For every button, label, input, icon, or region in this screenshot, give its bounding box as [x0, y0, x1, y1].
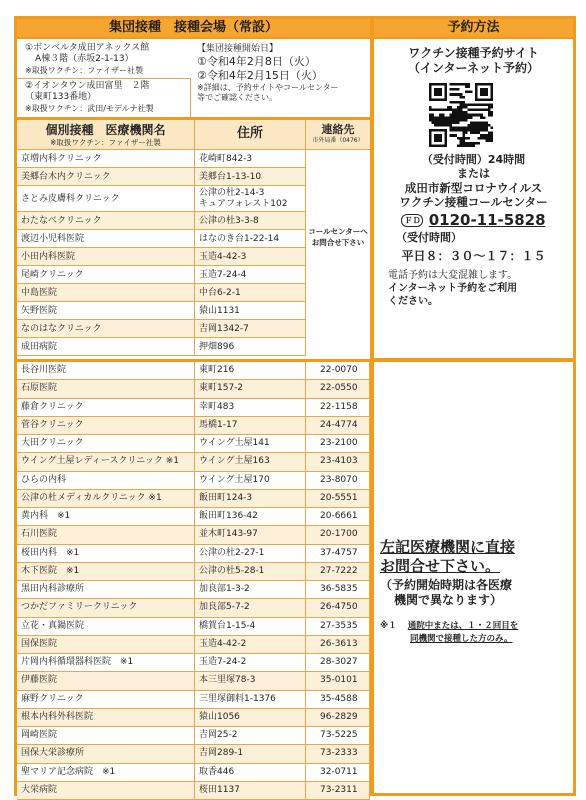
clinic-name: さとみ皮膚科クリニック [17, 186, 195, 212]
clinic-name: 中島医院 [17, 284, 195, 302]
clinic-name: 長谷川医院 [17, 362, 195, 380]
clinic-address: ウイング土屋141 [195, 435, 306, 453]
direct-contact-panel [380, 538, 572, 646]
clinic-phone: 73-2311 [306, 782, 370, 800]
clinic-address-line: 吉岡1342-7 [199, 323, 249, 334]
clinic-name: 大栄病院 [17, 782, 195, 800]
clinic-address: 馬橋1-17 [195, 417, 306, 435]
clinic-address [195, 212, 306, 230]
venue-1-address: A棟３階（赤坂2-1-13） [35, 54, 134, 64]
clinic-name: ウイング土屋レディースクリニック ※1 [17, 453, 195, 471]
clinic-phone: 73-2333 [306, 745, 370, 763]
clinic-address-line: 玉造4-42-3 [199, 251, 247, 262]
direct-line-4: 機関で異なります） [394, 593, 503, 607]
clinic-address: 玉造4-42-2 [195, 636, 306, 654]
clinic-name: なのはなクリニック [17, 320, 195, 338]
callcenter-title-2: ワクチン接種コールセンター [399, 195, 548, 209]
freedial-number[interactable] [374, 211, 573, 230]
qr-code-icon[interactable] [429, 83, 493, 147]
clinic-name: 根本内科外科医院 [17, 709, 195, 727]
start-note-2: 等でご確認ください。 [197, 93, 277, 102]
clinic-name: 尾崎クリニック [17, 266, 195, 284]
clinic-address: 吉岡25-2 [195, 727, 306, 745]
clinic-address: 猿山1056 [195, 709, 306, 727]
clinic-address: 東町157-2 [195, 380, 306, 398]
clinic-name: わたなべクリニック [17, 212, 195, 230]
clinic-phone: 35-4588 [306, 691, 370, 709]
clinic-address-line: 猿山1131 [199, 305, 240, 316]
direct-note-line2: 同機関で接種した方のみ。 [410, 634, 513, 644]
hours-24: （受付時間）24時間 [421, 153, 526, 166]
contact-column-header [306, 120, 370, 150]
clinic-address: 取香446 [195, 764, 306, 782]
or-text: または [457, 167, 490, 180]
clinic-address-line: キュアフォレスト102 [199, 199, 288, 209]
clinic-address: 並木町143-97 [195, 526, 306, 544]
clinic-name: 渡辺小児科医院 [17, 230, 195, 248]
clinic-address: 本三里塚78-3 [195, 672, 306, 690]
clinic-phone: 96-2829 [306, 709, 370, 727]
clinic-address [195, 168, 306, 186]
clinic-header-sub: ※取扱ワクチン：ファイザー社製 [50, 138, 161, 147]
clinic-name: 桜田内科 ※1 [17, 545, 195, 563]
weekday-hours: 平日８：３０～１７：１５ [401, 249, 546, 263]
clinic-phone: 23-4103 [306, 453, 370, 471]
clinic-address: 公津の杜2-27-1 [195, 545, 306, 563]
clinic-name: 黒田内科診療所 [17, 581, 195, 599]
clinic-phone: 73-5225 [306, 727, 370, 745]
freedial-phone: 0120-11-5828 [428, 211, 546, 229]
clinic-address: 公津の杜5-28-1 [195, 563, 306, 581]
clinic-name: 伊藤医院 [17, 672, 195, 690]
address-column-header: 住所 [195, 120, 306, 150]
clinic-address-line: 押畑896 [199, 341, 235, 352]
clinic-name: 公津の杜メディカルクリニック ※1 [17, 490, 195, 508]
busy-line-3: ください。 [388, 296, 438, 307]
callcenter-note [306, 150, 370, 360]
clinic-address: ウイング土屋163 [195, 453, 306, 471]
venue-2-address: （東町133番地） [25, 92, 97, 102]
venue-2-vaccine: ※取扱ワクチン：武田/モデルナ社製 [25, 104, 154, 113]
clinic-name: ひらの内科 [17, 472, 195, 490]
busy-line-2: インターネット予約をご利用 [388, 283, 518, 294]
reservation-header: 予約方法 [374, 19, 573, 39]
clinic-address: 加良部5-7-2 [195, 599, 306, 617]
clinic-column-header [17, 120, 195, 150]
venue-1-name: ①ボンベルタ成田アネックス館 [25, 43, 150, 53]
clinic-name: 大田クリニック [17, 435, 195, 453]
clinic-phone: 20-6661 [306, 508, 370, 526]
reservation-site-title: ワクチン接種予約サイト [408, 46, 539, 60]
clinic-name: 成田病院 [17, 338, 195, 356]
clinic-address: 桜田1137 [195, 782, 306, 800]
group-start-info [193, 44, 369, 116]
clinic-address: 幸町483 [195, 399, 306, 417]
clinic-phone: 20-1700 [306, 526, 370, 544]
start-date-2: ②令和4年2月15日（火） [197, 69, 323, 82]
contact-header-sub: 市外局番（0476） [312, 137, 364, 144]
clinic-phone: 27-7222 [306, 563, 370, 581]
contact-header-title: 連絡先 [321, 123, 355, 136]
busy-line-1: 電話予約は大変混雑します。 [388, 270, 518, 281]
clinic-phone: 22-0070 [306, 362, 370, 380]
clinic-address-line: 公津の杜3-3-8 [199, 215, 259, 226]
reservation-panel [374, 41, 573, 358]
clinic-address-line: 中台6-2-1 [199, 287, 241, 298]
clinic-name: 菅谷クリニック [17, 417, 195, 435]
clinic-phone: 23-2100 [306, 435, 370, 453]
clinic-address: 橋賀台1-15-4 [195, 618, 306, 636]
clinic-phone: 35-0101 [306, 672, 370, 690]
clinic-address [195, 150, 306, 168]
clinic-name: 美郷台木内クリニック [17, 168, 195, 186]
direct-note-mark: ※１ [380, 621, 397, 631]
clinic-name: つかだファミリークリニック [17, 599, 195, 617]
clinic-phone: 22-0550 [306, 380, 370, 398]
clinic-phone: 37-4757 [306, 545, 370, 563]
clinic-address [195, 248, 306, 266]
clinic-name: 岡崎医院 [17, 727, 195, 745]
clinic-address [195, 338, 306, 356]
group-vaccination-header: 集団接種 接種会場（常設） [17, 19, 370, 39]
clinic-name: 片岡内科循環器科医院 ※1 [17, 654, 195, 672]
clinic-address [195, 230, 306, 248]
clinic-name: 京増内科クリニック [17, 150, 195, 168]
clinic-address: 三里塚御料1-1376 [195, 691, 306, 709]
clinic-name: 麻野クリニック [17, 691, 195, 709]
group-venues [17, 41, 191, 117]
clinic-name: 木下医院 ※1 [17, 563, 195, 581]
freedial-icon: ＦＤ [401, 214, 423, 227]
venue-1-vaccine: ※取扱ワクチン：ファイザー社製 [25, 66, 144, 75]
start-label: 【集団接種開始日】 [197, 44, 279, 54]
clinic-address [195, 266, 306, 284]
clinic-address-line: 玉造7-24-4 [199, 269, 247, 280]
venue-2 [17, 79, 191, 117]
callcenter-note-line1: コールセンターへ [308, 227, 368, 236]
clinic-address [195, 302, 306, 320]
callcenter-title-1: 成田市新型コロナウイルス [404, 181, 543, 195]
callcenter-note-line2: お問合せ下さい [311, 238, 365, 247]
clinic-name: 聖マリア記念病院 ※1 [17, 764, 195, 782]
direct-line-1: 左記医療機関に直接 [380, 538, 516, 556]
hours-label: （受付時間） [396, 231, 462, 244]
start-date-1: ①令和4年2月8日（火） [197, 55, 316, 68]
clinic-name: 石原医院 [17, 380, 195, 398]
reservation-site-subtitle: （インターネット予約） [408, 61, 539, 75]
clinic-address: ウイング土屋170 [195, 472, 306, 490]
clinic-phone: 36-5835 [306, 581, 370, 599]
clinic-address [195, 186, 306, 212]
clinic-phone: 32-0711 [306, 764, 370, 782]
clinic-phone: 27-3535 [306, 618, 370, 636]
clinic-phone: 22-1158 [306, 399, 370, 417]
clinic-phone: 23-8070 [306, 472, 370, 490]
clinic-address: 飯田町136-42 [195, 508, 306, 526]
clinic-phone: 26-3613 [306, 636, 370, 654]
direct-note [380, 620, 572, 633]
venue-1 [17, 41, 191, 79]
clinic-name: 国保医院 [17, 636, 195, 654]
clinic-address: 飯田町124-3 [195, 490, 306, 508]
clinic-phone: 28-3027 [306, 654, 370, 672]
clinic-address [195, 284, 306, 302]
right-divider [374, 358, 573, 362]
clinic-name: 小田内科医院 [17, 248, 195, 266]
clinic-name: 矢野医院 [17, 302, 195, 320]
clinic-address [195, 320, 306, 338]
direct-line-2: お問合せ下さい。 [380, 557, 501, 575]
clinic-address: 東町216 [195, 362, 306, 380]
clinic-name: 国保大栄診療所 [17, 745, 195, 763]
direct-note-line1: 通院中または、１・２回目を [407, 621, 519, 631]
clinic-address-line: はなのき台1-22-14 [199, 233, 280, 244]
direct-line-3: （予約開始時期は各医療 [380, 578, 513, 592]
clinic-phone: 20-5551 [306, 490, 370, 508]
clinic-name: 黄内科 ※1 [17, 508, 195, 526]
clinic-name: 立花・真鍋医院 [17, 618, 195, 636]
clinic-address: 玉造7-24-2 [195, 654, 306, 672]
clinic-header-title: 個別接種 医療機関名 [45, 123, 166, 137]
clinic-address: 加良部1-3-2 [195, 581, 306, 599]
clinic-phone: 26-4750 [306, 599, 370, 617]
clinic-address-line: 公津の杜2-14-3 [199, 188, 265, 198]
clinic-name: 石川医院 [17, 526, 195, 544]
clinic-phone: 24-4774 [306, 417, 370, 435]
clinic-address-line: 美郷台1-13-10 [199, 171, 262, 182]
clinic-address: 吉岡289-1 [195, 745, 306, 763]
clinic-name: 藤倉クリニック [17, 399, 195, 417]
start-note-1: ※詳細は、予約サイトやコールセンター [197, 83, 339, 92]
venue-2-name: ②イオンタウン成田富里 ２階 [25, 81, 150, 91]
clinic-address-line: 花崎町842-3 [199, 153, 253, 164]
